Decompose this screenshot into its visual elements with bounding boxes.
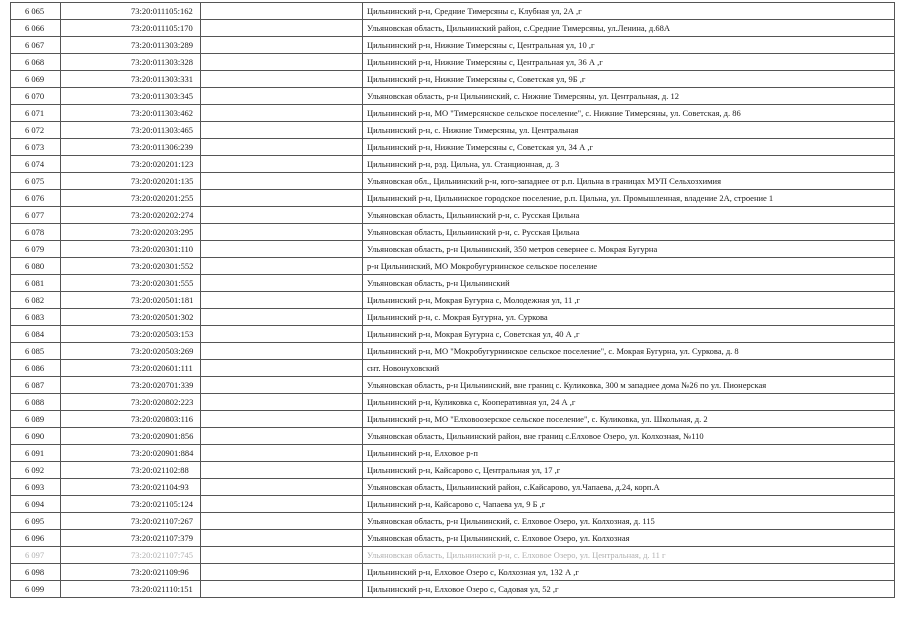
row-number-cell: 6 075 (11, 173, 61, 190)
row-number-cell: 6 082 (11, 292, 61, 309)
cadastral-number-cell: 73:20:011306:239 (61, 139, 201, 156)
cadastral-number-cell: 73:20:011105:162 (61, 3, 201, 20)
empty-cell (201, 309, 363, 326)
row-number-cell: 6 093 (11, 479, 61, 496)
address-cell: Цильнинский р-н, с. Нижние Тимерсяны, ул. Центральная (363, 122, 895, 139)
cadastral-number-cell: 73:20:020803:116 (61, 411, 201, 428)
empty-cell (201, 377, 363, 394)
row-number-cell: 6 099 (11, 581, 61, 598)
cadastral-number-cell: 73:20:020601:111 (61, 360, 201, 377)
empty-cell (201, 326, 363, 343)
empty-cell (201, 462, 363, 479)
row-number-cell: 6 088 (11, 394, 61, 411)
table-row (11, 564, 895, 581)
empty-cell (201, 496, 363, 513)
row-number-cell: 6 078 (11, 224, 61, 241)
address-cell: Цильнинский р-н, Мокрая Бугурна с, Советская ул, 40 А ,г (363, 326, 895, 343)
cadastral-number-cell: 73:20:011303:328 (61, 54, 201, 71)
empty-cell (201, 581, 363, 598)
cadastral-number-cell: 73:20:020202:274 (61, 207, 201, 224)
table-row (11, 37, 895, 54)
cadastral-number-cell: 73:20:020802:223 (61, 394, 201, 411)
address-cell: Ульяновская область, р-н Цильнинский, с. Елховое Озеро, ул. Колхозная (363, 530, 895, 547)
empty-cell (201, 394, 363, 411)
table-row (11, 377, 895, 394)
cadastral-number-cell: 73:20:020201:255 (61, 190, 201, 207)
row-number-cell: 6 083 (11, 309, 61, 326)
row-number-cell: 6 085 (11, 343, 61, 360)
cadastral-number-cell: 73:20:020301:555 (61, 275, 201, 292)
table-row (11, 139, 895, 156)
row-number-cell: 6 091 (11, 445, 61, 462)
table-row (11, 173, 895, 190)
cadastral-number-cell: 73:20:020201:135 (61, 173, 201, 190)
table-row (11, 224, 895, 241)
table-row (11, 122, 895, 139)
address-cell: Цильнинский р-н, Нижние Тимерсяны с, Центральная ул, 10 ,г (363, 37, 895, 54)
row-number-cell: 6 073 (11, 139, 61, 156)
table-row (11, 275, 895, 292)
cadastral-number-cell: 73:20:021107:745 (61, 547, 201, 564)
cadastral-number-cell: 73:20:020201:123 (61, 156, 201, 173)
table-row (11, 326, 895, 343)
cadastral-number-cell: 73:20:011303:289 (61, 37, 201, 54)
cadastral-number-cell: 73:20:021109:96 (61, 564, 201, 581)
address-cell: Цильнинский р-н, Средние Тимерсяны с, Клубная ул, 2А ,г (363, 3, 895, 20)
row-number-cell: 6 084 (11, 326, 61, 343)
address-cell: Ульяновская область, Цильнинский район, вне границ с.Елховое Озеро, ул. Колхозная, №110 (363, 428, 895, 445)
row-number-cell: 6 065 (11, 3, 61, 20)
cadastral-number-cell: 73:20:020701:339 (61, 377, 201, 394)
address-cell: Ульяновская область, р-н Цильнинский, с. Елховое Озеро, ул. Колхозная, д. 115 (363, 513, 895, 530)
cadastral-number-cell: 73:20:020501:302 (61, 309, 201, 326)
empty-cell (201, 292, 363, 309)
row-number-cell: 6 066 (11, 20, 61, 37)
empty-cell (201, 139, 363, 156)
table-row (11, 88, 895, 105)
cadastral-number-cell: 73:20:020503:269 (61, 343, 201, 360)
table-row (11, 530, 895, 547)
empty-cell (201, 173, 363, 190)
row-number-cell: 6 090 (11, 428, 61, 445)
row-number-cell: 6 094 (11, 496, 61, 513)
address-cell: р-н Цильнинский, МО Мокробугурнинское сельское поселение (363, 258, 895, 275)
address-cell: Цильнинский р-н, Мокрая Бугурна с, Молодежная ул, 11 ,г (363, 292, 895, 309)
table-row (11, 241, 895, 258)
address-cell: Ульяновская область, Цильнинский р-н, с. Русская Цильна (363, 207, 895, 224)
cadastral-number-cell: 73:20:020901:856 (61, 428, 201, 445)
empty-cell (201, 360, 363, 377)
address-cell: Ульяновская область, р-н Цильнинский, вне границ с. Куликовка, 300 м западнее дома №26 по ул. Пионерская (363, 377, 895, 394)
address-cell: Ульяновская область, р-н Цильнинский (363, 275, 895, 292)
row-number-cell: 6 069 (11, 71, 61, 88)
address-cell: Ульяновская область, Цильнинский район, с.Кайсарово, ул.Чапаева, д.24, корп.А (363, 479, 895, 496)
table-row (11, 190, 895, 207)
table-row (11, 581, 895, 598)
row-number-cell: 6 086 (11, 360, 61, 377)
table-row (11, 54, 895, 71)
empty-cell (201, 479, 363, 496)
row-number-cell: 6 070 (11, 88, 61, 105)
table-row (11, 207, 895, 224)
cadastral-number-cell: 73:20:021107:267 (61, 513, 201, 530)
empty-cell (201, 156, 363, 173)
registry-table (10, 2, 895, 598)
row-number-cell: 6 071 (11, 105, 61, 122)
table-row (11, 343, 895, 360)
row-number-cell: 6 077 (11, 207, 61, 224)
address-cell: Цильнинский р-н, МО "Тимерсянское сельское поселение", с. Нижние Тимерсяны, ул. Советская, д. 86 (363, 105, 895, 122)
address-cell: Ульяновская обл., Цильнинский р-н, юго-западнее от р.п. Цильна в границах МУП Сельхозхимия (363, 173, 895, 190)
cadastral-number-cell: 73:20:020301:552 (61, 258, 201, 275)
address-cell: Ульяновская область, Цильнинский район, с.Средние Тимерсяны, ул.Ленина, д.68А (363, 20, 895, 37)
cadastral-number-cell: 73:20:021105:124 (61, 496, 201, 513)
empty-cell (201, 224, 363, 241)
address-cell: Цильнинский р-н, Куликовка с, Кооперативная ул, 24 А ,г (363, 394, 895, 411)
cadastral-number-cell: 73:20:021104:93 (61, 479, 201, 496)
address-cell: Цильнинский р-н, Елховое р-п (363, 445, 895, 462)
table-row (11, 105, 895, 122)
address-cell: Цильнинский р-н, Нижние Тимерсяны с, Советская ул, 9Б ,г (363, 71, 895, 88)
table-row (11, 411, 895, 428)
cadastral-number-cell: 73:20:020301:110 (61, 241, 201, 258)
table-row (11, 71, 895, 88)
table-row (11, 292, 895, 309)
table-row (11, 20, 895, 37)
cadastral-number-cell: 73:20:020203:295 (61, 224, 201, 241)
empty-cell (201, 190, 363, 207)
empty-cell (201, 343, 363, 360)
cadastral-number-cell: 73:20:011303:345 (61, 88, 201, 105)
address-cell: Цильнинский р-н, Кайсарово с, Чапаева ул, 9 Б ,г (363, 496, 895, 513)
row-number-cell: 6 076 (11, 190, 61, 207)
address-cell: снт. Новонуховский (363, 360, 895, 377)
empty-cell (201, 71, 363, 88)
row-number-cell: 6 079 (11, 241, 61, 258)
table-row (11, 394, 895, 411)
address-cell: Цильнинский р-н, Цильнинское городское поселение, р.п. Цильна, ул. Промышленная, владение 2А, строение 1 (363, 190, 895, 207)
row-number-cell: 6 095 (11, 513, 61, 530)
empty-cell (201, 20, 363, 37)
empty-cell (201, 275, 363, 292)
empty-cell (201, 122, 363, 139)
empty-cell (201, 530, 363, 547)
table-row (11, 360, 895, 377)
cadastral-number-cell: 73:20:011303:462 (61, 105, 201, 122)
table-row (11, 547, 895, 564)
empty-cell (201, 547, 363, 564)
empty-cell (201, 37, 363, 54)
cadastral-number-cell: 73:20:021102:88 (61, 462, 201, 479)
row-number-cell: 6 068 (11, 54, 61, 71)
address-cell: Цильнинский р-н, МО "Мокробугурнинское сельское поселение", с. Мокрая Бугурна, ул. Суркова, д. 8 (363, 343, 895, 360)
cadastral-number-cell: 73:20:020901:884 (61, 445, 201, 462)
empty-cell (201, 241, 363, 258)
table-row (11, 3, 895, 20)
row-number-cell: 6 096 (11, 530, 61, 547)
empty-cell (201, 88, 363, 105)
row-number-cell: 6 080 (11, 258, 61, 275)
row-number-cell: 6 089 (11, 411, 61, 428)
address-cell: Ульяновская область, р-н Цильнинский, с. Нижние Тимерсяны, ул. Центральная, д. 12 (363, 88, 895, 105)
address-cell: Ульяновская область, Цильнинский р-н, с. Елховое Озеро, ул. Центральная, д. 11 г (363, 547, 895, 564)
table-row (11, 513, 895, 530)
row-number-cell: 6 097 (11, 547, 61, 564)
empty-cell (201, 54, 363, 71)
empty-cell (201, 3, 363, 20)
cadastral-number-cell: 73:20:021110:151 (61, 581, 201, 598)
cadastral-number-cell: 73:20:011303:465 (61, 122, 201, 139)
empty-cell (201, 513, 363, 530)
address-cell: Цильнинский р-н, с. Мокрая Бугурна, ул. Суркова (363, 309, 895, 326)
cadastral-number-cell: 73:20:011303:331 (61, 71, 201, 88)
table-row (11, 496, 895, 513)
cadastral-number-cell: 73:20:021107:379 (61, 530, 201, 547)
address-cell: Цильнинский р-н, Елховое Озеро с, Колхозная ул, 132 А ,г (363, 564, 895, 581)
address-cell: Ульяновская область, Цильнинский р-н, с. Русская Цильна (363, 224, 895, 241)
row-number-cell: 6 072 (11, 122, 61, 139)
table-row (11, 309, 895, 326)
registry-table-body (11, 3, 895, 598)
address-cell: Цильнинский р-н, Елховое Озеро с, Садовая ул, 52 ,г (363, 581, 895, 598)
empty-cell (201, 564, 363, 581)
row-number-cell: 6 098 (11, 564, 61, 581)
empty-cell (201, 445, 363, 462)
row-number-cell: 6 067 (11, 37, 61, 54)
row-number-cell: 6 081 (11, 275, 61, 292)
row-number-cell: 6 087 (11, 377, 61, 394)
cadastral-number-cell: 73:20:020501:181 (61, 292, 201, 309)
cadastral-number-cell: 73:20:020503:153 (61, 326, 201, 343)
table-row (11, 428, 895, 445)
empty-cell (201, 258, 363, 275)
address-cell: Цильнинский р-н, МО "Елховоозерское сельское поселение", с. Куликовка, ул. Школьная, д. 2 (363, 411, 895, 428)
address-cell: Цильнинский р-н, Нижние Тимерсяны с, Центральная ул, 36 А ,г (363, 54, 895, 71)
table-row (11, 156, 895, 173)
address-cell: Ульяновская область, р-н Цильнинский, 350 метров севернее с. Мокрая Бугурна (363, 241, 895, 258)
table-row (11, 445, 895, 462)
address-cell: Цильнинский р-н, Нижние Тимерсяны с, Советская ул, 34 А ,г (363, 139, 895, 156)
table-row (11, 479, 895, 496)
table-row (11, 258, 895, 275)
cadastral-number-cell: 73:20:011105:170 (61, 20, 201, 37)
empty-cell (201, 411, 363, 428)
row-number-cell: 6 092 (11, 462, 61, 479)
empty-cell (201, 207, 363, 224)
address-cell: Цильнинский р-н, Кайсарово с, Центральная ул, 17 ,г (363, 462, 895, 479)
address-cell: Цильнинский р-н, рзд. Цильна, ул. Станционная, д. 3 (363, 156, 895, 173)
row-number-cell: 6 074 (11, 156, 61, 173)
empty-cell (201, 105, 363, 122)
empty-cell (201, 428, 363, 445)
table-row (11, 462, 895, 479)
